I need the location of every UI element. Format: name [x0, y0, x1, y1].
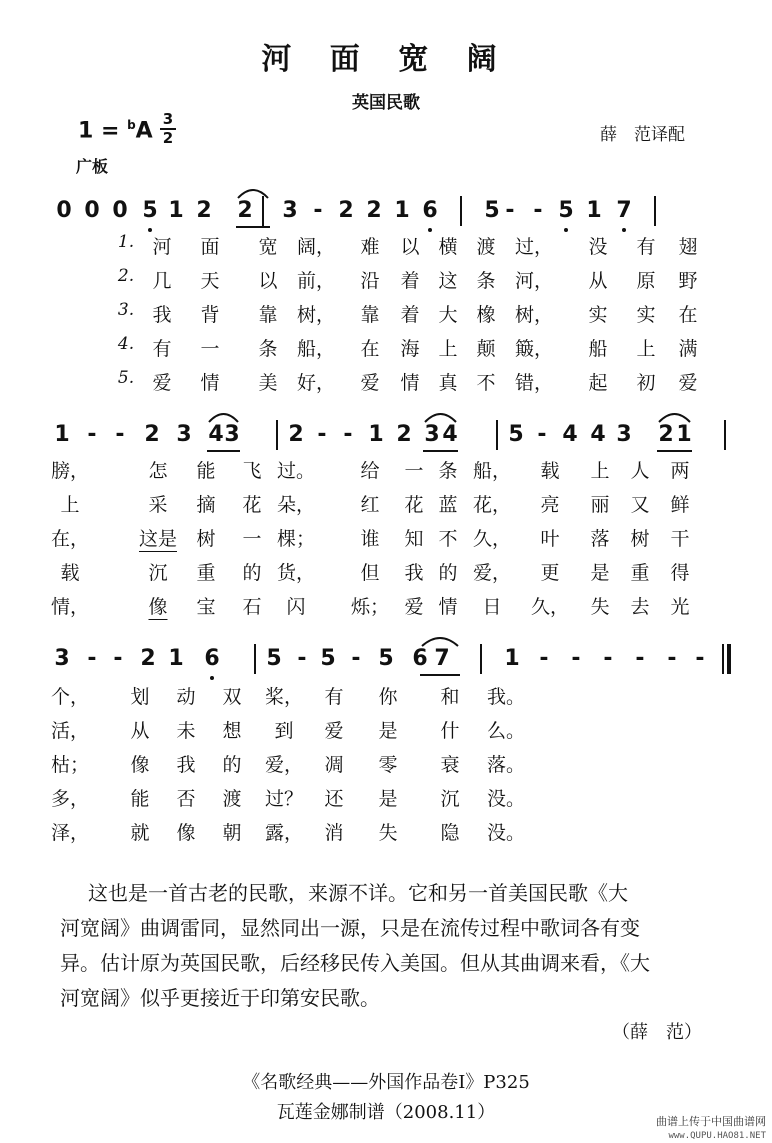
lyric-syllable: 前，	[296, 270, 336, 292]
lyric-syllable: 鲜	[670, 494, 690, 516]
lyric-syllable: 是	[378, 788, 398, 810]
lyric-syllable: 情	[200, 372, 220, 394]
dash-extension: -	[635, 646, 645, 671]
beam-underline	[420, 674, 460, 676]
lyric-syllable: 得	[670, 562, 690, 584]
commentary-line: 异。估计原为英国民歌，后经移民传入美国。但从其曲调来看，《大	[60, 951, 650, 975]
lyric-syllable: 活，	[50, 720, 90, 742]
lyric-row-verse-1	[0, 456, 772, 486]
site-watermark-url: www.QUPU.HAO81.NET	[668, 1131, 766, 1141]
dash-extension: -	[115, 422, 125, 447]
lyric-syllable: 船，	[296, 338, 336, 360]
slur	[207, 410, 240, 424]
note: 5	[266, 646, 282, 671]
slur	[236, 186, 270, 200]
lyric-syllable: 花	[242, 494, 262, 516]
lyric-syllable: 我	[152, 304, 172, 326]
lyric-syllable: 货，	[276, 562, 316, 584]
note: 2	[140, 646, 156, 671]
lyric-row-verse-3	[0, 300, 772, 330]
lyric-syllable: 上	[438, 338, 458, 360]
commentary-line: 河宽阔》似乎更接近于印第安民歌。	[60, 986, 380, 1010]
note: 4	[590, 422, 606, 447]
key-prefix: 1 =	[78, 118, 128, 144]
lyric-syllable: 人	[630, 460, 650, 482]
lyric-syllable: 一	[200, 338, 220, 360]
lyric-syllable: 上	[60, 494, 80, 516]
lyric-syllable: 靠	[360, 304, 380, 326]
lyric-syllable: 载	[60, 562, 80, 584]
lyric-syllable: 条	[258, 338, 278, 360]
lyric-syllable: 颠	[476, 338, 496, 360]
lyric-syllable: 怎	[148, 460, 168, 482]
lyric-syllable: 就	[130, 822, 150, 844]
note: 5	[142, 198, 158, 223]
lyric-syllable: 初	[636, 372, 656, 394]
lyric-syllable: 朝	[222, 822, 242, 844]
lyric-syllable: 橡	[476, 304, 496, 326]
lyric-row-verse-5	[0, 592, 772, 622]
slur	[657, 410, 692, 424]
key-note: A	[135, 118, 153, 144]
final-barline	[722, 644, 724, 674]
lyric-syllable: 多，	[50, 788, 90, 810]
commentary-line: 河宽阔》曲调雷同，显然同出一源，只是在流传过程中歌词各有变	[60, 916, 640, 940]
note: 2	[658, 422, 674, 447]
lyric-syllable: 靠	[258, 304, 278, 326]
note: 1	[676, 422, 692, 447]
lyric-row-verse-5	[0, 368, 772, 398]
lyric-syllable: 翅	[678, 236, 698, 258]
note: 4	[562, 422, 578, 447]
dash-extension: -	[505, 198, 515, 223]
lyric-syllable: 没。	[486, 788, 526, 810]
barline	[276, 420, 278, 450]
beam-underline	[236, 226, 270, 228]
lyric-syllable: 沉	[440, 788, 460, 810]
dash-extension: -	[113, 646, 123, 671]
lyric-syllable: 簸，	[514, 338, 554, 360]
lyric-syllable: 一	[242, 528, 262, 550]
lyric-row-verse-2	[0, 266, 772, 296]
commentary-line: 这也是一首古老的民歌，来源不详。它和另一首美国民歌《大	[88, 881, 628, 905]
lyric-syllable: 情，	[50, 596, 90, 618]
lyric-syllable: 石	[242, 596, 262, 618]
lyric-syllable: 双	[222, 686, 242, 708]
note: 5	[378, 646, 394, 671]
lyric-syllable: 宝	[196, 596, 216, 618]
lyric-row-verse-4	[0, 558, 772, 588]
note: 2	[288, 422, 304, 447]
dash-extension: -	[603, 646, 613, 671]
song-title: 河 面 宽 阔	[261, 42, 511, 77]
barline	[654, 196, 656, 226]
lyric-syllable: 干	[670, 528, 690, 550]
lyric-syllable: 想	[222, 720, 242, 742]
lyric-syllable: 桨，	[264, 686, 304, 708]
lyric-syllable: 落	[590, 528, 610, 550]
lyric-syllable: 从	[130, 720, 150, 742]
lyric-syllable: 有	[152, 338, 172, 360]
lyric-syllable: 闪	[286, 596, 306, 618]
lyric-syllable: 采	[148, 494, 168, 516]
lyric-syllable: 日	[482, 596, 502, 618]
lyric-syllable: 美	[258, 372, 278, 394]
note: 2	[144, 422, 160, 447]
note: 3	[176, 422, 192, 447]
lyric-syllable: 我	[404, 562, 424, 584]
lyric-row-verse-4	[0, 784, 772, 814]
barline	[496, 420, 498, 450]
dash-extension: -	[695, 646, 705, 671]
dash-extension: -	[317, 422, 327, 447]
lyric-syllable: 渡	[476, 236, 496, 258]
lyric-syllable: 载	[540, 460, 560, 482]
lyric-syllable: 爱，	[472, 562, 512, 584]
lyric-row-verse-3	[0, 524, 772, 554]
lyric-syllable: 重	[196, 562, 216, 584]
dash-extension: -	[343, 422, 353, 447]
lyric-syllable: 河，	[514, 270, 554, 292]
lyric-syllable: 什	[440, 720, 460, 742]
note: 3	[424, 422, 440, 447]
note: 6	[412, 646, 428, 671]
lyric-row-verse-4	[0, 334, 772, 364]
lyric-row-verse-1	[0, 682, 772, 712]
note: 5	[508, 422, 524, 447]
lyric-syllable: 去	[630, 596, 650, 618]
lyric-syllable: 凋	[324, 754, 344, 776]
dash-extension: -	[87, 646, 97, 671]
lyric-row-verse-3	[0, 750, 772, 780]
lyric-syllable: 是	[590, 562, 610, 584]
lyric-row-verse-1	[0, 232, 772, 262]
lyric-syllable: 不	[438, 528, 458, 550]
commentary	[60, 876, 720, 1016]
lyric-syllable: 给	[360, 460, 380, 482]
arranger-credit: 薛 范译配	[600, 125, 685, 145]
dash-extension: -	[533, 198, 543, 223]
lyric-syllable: 落。	[486, 754, 526, 776]
note: 0	[84, 198, 100, 223]
lyric-syllable: 从	[588, 270, 608, 292]
lyric-syllable: 我	[176, 754, 196, 776]
lyric-syllable: 不	[476, 372, 496, 394]
lyric-syllable: 没	[588, 236, 608, 258]
lyric-syllable: 实	[636, 304, 656, 326]
lyric-syllable: 失	[378, 822, 398, 844]
lyric-syllable: 像	[148, 592, 167, 620]
lower-octave-dot	[210, 676, 214, 680]
note: 3	[54, 646, 70, 671]
lyric-syllable: 的	[222, 754, 242, 776]
lyric-syllable: 棵；	[276, 528, 316, 550]
lyric-syllable: 条	[476, 270, 496, 292]
note: 1	[368, 422, 384, 447]
note: 2	[196, 198, 212, 223]
note: 1	[504, 646, 520, 671]
lyric-row-verse-2	[0, 490, 772, 520]
lyric-syllable: 动	[176, 686, 196, 708]
note: 3	[282, 198, 298, 223]
lyric-syllable: 还	[324, 788, 344, 810]
meter-top: 3	[162, 110, 174, 128]
note: 7	[616, 198, 632, 223]
lyric-syllable: 失	[590, 596, 610, 618]
time-signature	[160, 112, 176, 146]
lyric-syllable: 像	[130, 754, 150, 776]
barline	[262, 196, 264, 226]
lyric-syllable: 爱	[152, 372, 172, 394]
barline	[724, 420, 726, 450]
lyric-syllable: 零	[378, 754, 398, 776]
beam-underline	[423, 450, 458, 452]
lyric-syllable: 野	[678, 270, 698, 292]
lyric-syllable: 这	[438, 270, 458, 292]
source-citation: 《名歌经典——外国作品卷Ⅰ》P325	[242, 1072, 530, 1093]
note: 1	[168, 198, 184, 223]
lyric-syllable: 在，	[50, 528, 90, 550]
lyric-syllable: 丽	[590, 494, 610, 516]
verse-number: 5.	[117, 368, 135, 388]
note: 5	[558, 198, 574, 223]
lyric-syllable: 情	[438, 596, 458, 618]
lyric-syllable: 膀，	[50, 460, 90, 482]
lyric-syllable: 叶	[540, 528, 560, 550]
lyric-syllable: 未	[176, 720, 196, 742]
lyric-syllable: 面	[200, 236, 220, 258]
lyric-syllable: 难	[360, 236, 380, 258]
dash-extension: -	[539, 646, 549, 671]
beam-underline	[207, 450, 240, 452]
lyric-syllable: 我。	[486, 686, 526, 708]
barline	[460, 196, 462, 226]
note: 5	[320, 646, 336, 671]
note: 6	[422, 198, 438, 223]
lyric-syllable: 光	[670, 596, 690, 618]
lyric-syllable: 上	[590, 460, 610, 482]
lyric-syllable: 满	[678, 338, 698, 360]
lyric-syllable: 船	[588, 338, 608, 360]
note: 0	[112, 198, 128, 223]
dash-extension: -	[351, 646, 361, 671]
lyric-syllable: 枯；	[50, 754, 90, 776]
note: 3	[616, 422, 632, 447]
lyric-syllable: 个，	[50, 686, 90, 708]
lyric-syllable: 花	[404, 494, 424, 516]
lyric-syllable: 重	[630, 562, 650, 584]
lyric-syllable: 树	[630, 528, 650, 550]
lyric-syllable: 大	[438, 304, 458, 326]
note: 1	[394, 198, 410, 223]
lyric-syllable: 上	[636, 338, 656, 360]
lyric-syllable: 么。	[486, 720, 526, 742]
flat-sign: b	[127, 118, 136, 132]
key-signature	[78, 118, 153, 143]
lyric-syllable: 露，	[264, 822, 304, 844]
lyric-row-verse-5	[0, 818, 772, 848]
lyric-row-verse-2	[0, 716, 772, 746]
verse-number: 1.	[117, 232, 135, 252]
lyric-syllable: 爱，	[264, 754, 304, 776]
dash-extension: -	[313, 198, 323, 223]
note: 6	[204, 646, 220, 671]
note: 0	[56, 198, 72, 223]
final-barline-thick	[727, 644, 731, 674]
lyric-syllable: 两	[670, 460, 690, 482]
lyric-syllable: 好，	[296, 372, 336, 394]
dash-extension: -	[537, 422, 547, 447]
music-line-2	[0, 420, 772, 460]
lyric-syllable: 能	[130, 788, 150, 810]
engraver-credit: 瓦莲金娜制谱（2008.11）	[276, 1102, 496, 1123]
lyric-syllable: 过？	[264, 788, 304, 810]
verse-number: 4.	[117, 334, 135, 354]
lyric-syllable: 着	[400, 270, 420, 292]
lyric-syllable: 飞	[242, 460, 262, 482]
lyric-syllable: 一	[404, 460, 424, 482]
lyric-syllable: 久，	[530, 596, 570, 618]
lyric-syllable: 条	[438, 460, 458, 482]
lyric-syllable: 树，	[296, 304, 336, 326]
lyric-syllable: 以	[400, 236, 420, 258]
music-line-3	[0, 644, 772, 684]
dash-extension: -	[297, 646, 307, 671]
lyric-syllable: 沉	[148, 562, 168, 584]
meter-bottom: 2	[162, 129, 174, 147]
slur	[420, 634, 460, 648]
lyric-syllable: 着	[400, 304, 420, 326]
dash-extension: -	[667, 646, 677, 671]
lyric-syllable: 摘	[196, 494, 216, 516]
tempo-marking: 广板	[76, 157, 109, 176]
note: 2	[237, 198, 253, 223]
note: 1	[586, 198, 602, 223]
lyric-syllable: 红	[360, 494, 380, 516]
lyric-syllable: 天	[200, 270, 220, 292]
note: 2	[366, 198, 382, 223]
note: 2	[338, 198, 354, 223]
lyric-syllable: 这是	[139, 524, 177, 552]
lyric-syllable: 真	[438, 372, 458, 394]
lyric-syllable: 河	[152, 236, 172, 258]
lyric-syllable: 沿	[360, 270, 380, 292]
note: 2	[396, 422, 412, 447]
beam-underline	[657, 450, 692, 452]
lyric-syllable: 爱	[404, 596, 424, 618]
lyric-syllable: 是	[378, 720, 398, 742]
lyric-syllable: 原	[636, 270, 656, 292]
note: 1	[54, 422, 70, 447]
lyric-syllable: 消	[324, 822, 344, 844]
lyric-syllable: 阔，	[296, 236, 336, 258]
lyric-syllable: 过，	[514, 236, 554, 258]
lyric-syllable: 树，	[514, 304, 554, 326]
lyric-syllable: 有	[324, 686, 344, 708]
note: 7	[434, 646, 450, 671]
barline	[254, 644, 256, 674]
lyric-syllable: 烁；	[350, 596, 390, 618]
barline	[480, 644, 482, 674]
lyric-syllable: 知	[404, 528, 424, 550]
lyric-syllable: 错，	[514, 372, 554, 394]
verse-number: 2.	[117, 266, 135, 286]
music-line-1	[0, 196, 772, 236]
lyric-syllable: 的	[242, 562, 262, 584]
lyric-syllable: 朵，	[276, 494, 316, 516]
lyric-syllable: 更	[540, 562, 560, 584]
lyric-syllable: 像	[176, 822, 196, 844]
lyric-syllable: 泽，	[50, 822, 90, 844]
lyric-syllable: 到	[274, 720, 294, 742]
lyric-syllable: 横	[438, 236, 458, 258]
lyric-syllable: 起	[588, 372, 608, 394]
lyric-syllable: 能	[196, 460, 216, 482]
lyric-syllable: 但	[360, 562, 380, 584]
lyric-syllable: 谁	[360, 528, 380, 550]
lyric-syllable: 过。	[276, 460, 316, 482]
lyric-syllable: 花，	[472, 494, 512, 516]
lyric-syllable: 实	[588, 304, 608, 326]
lyric-syllable: 船，	[472, 460, 512, 482]
lyric-syllable: 隐	[440, 822, 460, 844]
commentary-credit: （薛 范）	[612, 1022, 702, 1043]
dash-extension: -	[571, 646, 581, 671]
lyric-syllable: 海	[400, 338, 420, 360]
lyric-syllable: 有	[636, 236, 656, 258]
lyric-syllable: 在	[360, 338, 380, 360]
lyric-syllable: 爱	[324, 720, 344, 742]
lyric-syllable: 否	[176, 788, 196, 810]
note: 5	[484, 198, 500, 223]
lyric-syllable: 又	[630, 494, 650, 516]
lyric-syllable: 和	[440, 686, 460, 708]
note: 3	[224, 422, 240, 447]
lyric-syllable: 爱	[678, 372, 698, 394]
site-watermark: 曲谱上传于中国曲谱网	[656, 1115, 766, 1128]
lyric-syllable: 背	[200, 304, 220, 326]
lyric-syllable: 几	[152, 270, 172, 292]
lyric-syllable: 划	[130, 686, 150, 708]
lyric-syllable: 没。	[486, 822, 526, 844]
lyric-syllable: 渡	[222, 788, 242, 810]
lyric-syllable: 亮	[540, 494, 560, 516]
song-origin: 英国民歌	[352, 93, 420, 113]
lyric-syllable: 爱	[360, 372, 380, 394]
note: 4	[442, 422, 458, 447]
note: 4	[208, 422, 224, 447]
lyric-syllable: 在	[678, 304, 698, 326]
dash-extension: -	[87, 422, 97, 447]
lyric-syllable: 蓝	[438, 494, 458, 516]
verse-number: 3.	[117, 300, 135, 320]
lyric-syllable: 的	[438, 562, 458, 584]
lyric-syllable: 情	[400, 372, 420, 394]
lyric-syllable: 你	[378, 686, 398, 708]
lyric-syllable: 衰	[440, 754, 460, 776]
lyric-syllable: 以	[258, 270, 278, 292]
slur	[423, 410, 458, 424]
lyric-syllable: 久，	[472, 528, 512, 550]
lyric-syllable: 树	[196, 528, 216, 550]
note: 1	[168, 646, 184, 671]
lyric-syllable: 宽	[258, 236, 278, 258]
